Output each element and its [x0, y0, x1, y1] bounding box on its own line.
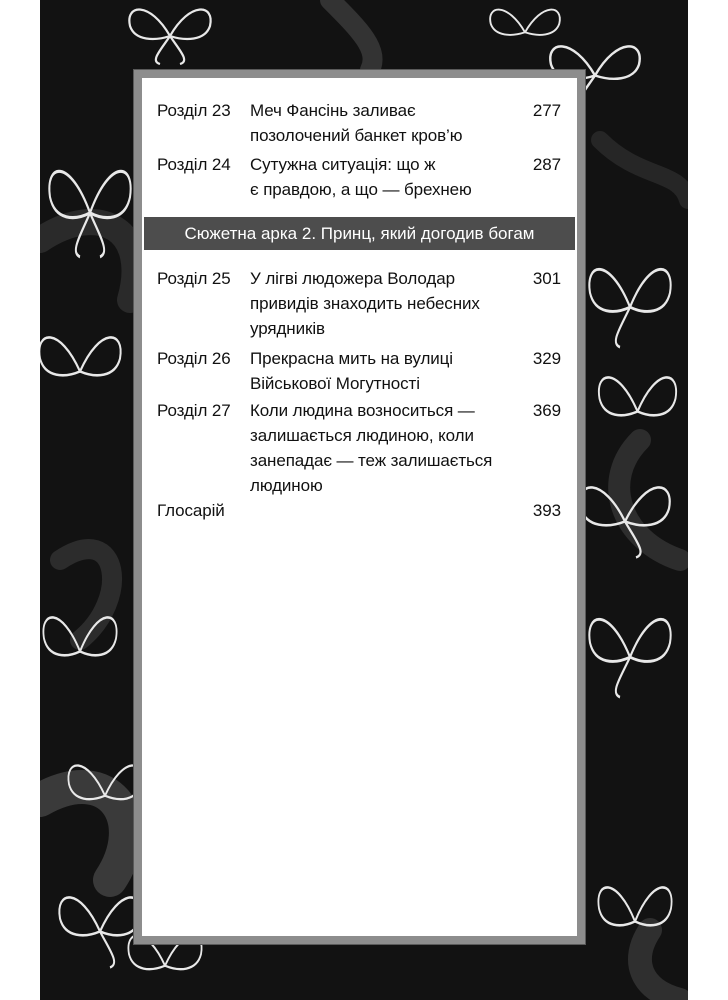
butterfly-icon — [590, 870, 680, 960]
title-line: занепадає — теж залишається — [250, 451, 493, 470]
title-line: людиною — [250, 476, 323, 495]
chapter-label: Розділ 26 — [157, 349, 231, 368]
chapter-title — [250, 398, 500, 498]
page-number: 287 — [532, 155, 561, 174]
title-line: позолочений банкет кров’ю — [250, 126, 463, 145]
chapter-title — [250, 98, 500, 148]
title-line: У лігві людожера Володар — [250, 269, 455, 288]
title-line: урядників — [250, 319, 325, 338]
title-line: є правдою, а що — брехнею — [250, 180, 472, 199]
title-line: залишається людиною, коли — [250, 426, 474, 445]
butterfly-icon — [120, 0, 220, 66]
chapter-title — [250, 152, 500, 202]
table-of-contents-panel — [134, 70, 585, 944]
chapter-label: Розділ 25 — [157, 269, 231, 288]
page-number: 301 — [532, 269, 561, 288]
title-line: Меч Фансінь заливає — [250, 101, 416, 120]
title-line: Сутужна ситуація: що ж — [250, 155, 436, 174]
butterfly-icon — [40, 600, 125, 690]
butterfly-icon — [590, 360, 685, 450]
butterfly-icon — [580, 600, 680, 700]
title-line: Коли людина возноситься — — [250, 401, 475, 420]
page-number: 393 — [532, 501, 561, 520]
title-line: привидів знаходить небесних — [250, 294, 480, 313]
glossary-label: Глосарій — [157, 501, 225, 520]
title-line: Прекрасна мить на вулиці — [250, 349, 453, 368]
butterfly-icon — [40, 320, 130, 410]
page-number: 369 — [532, 401, 561, 420]
page-number: 329 — [532, 349, 561, 368]
butterfly-icon — [570, 470, 680, 560]
story-arc-heading[interactable]: Сюжетна арка 2. Принц, який догодив богам — [144, 217, 575, 250]
butterfly-icon — [580, 250, 680, 350]
chapter-label: Розділ 27 — [157, 401, 231, 420]
title-line: Військової Могутності — [250, 374, 420, 393]
page-number: 277 — [532, 101, 561, 120]
chapter-label: Розділ 24 — [157, 155, 231, 174]
butterfly-icon — [40, 150, 140, 260]
chapter-title — [250, 346, 500, 396]
chapter-title — [250, 266, 500, 341]
chapter-label: Розділ 23 — [157, 101, 231, 120]
